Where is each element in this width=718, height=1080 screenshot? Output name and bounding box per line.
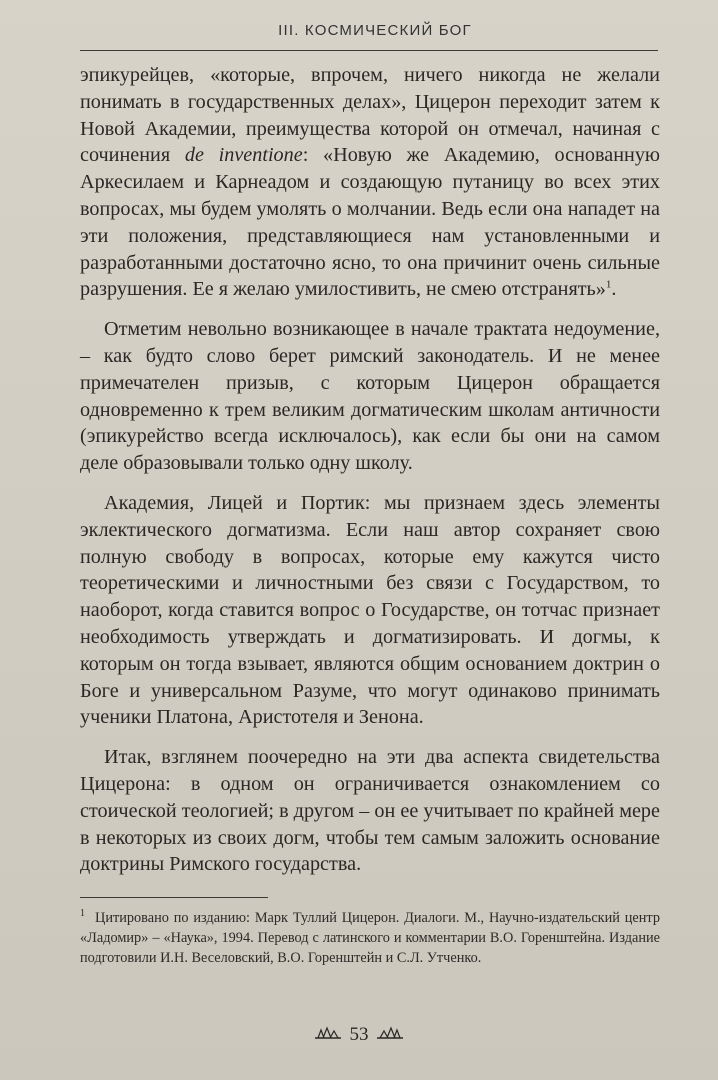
- footnote-mark: 1: [80, 908, 85, 920]
- paragraph-1: эпикурейцев, «которые, впрочем, ничего никогда не желали понимать в государственных делах», Цицерон переходит затем к Новой Академии, преимущества которой он отмечал, начиная с сочинения de inventione: «Новую же Академию, основанную Аркесилаем и Карнеадом и создающую путаницу во всех этих вопросах, мы будем умолять о молчании. Ведь если она нападет на эти положения, представляющиеся нам установленными и разработанными достаточно ясно, то она причинит очень сильные разрушения. Ее я желаю умилостивить, не смею отстранять»$^1$.: [80, 64, 660, 301]
- footnote-reference: 1: [605, 278, 612, 291]
- paragraph-1-text-b: : «Новую же Академию, основанную Аркесилаем и Карнеадом и создающую путаницу во всех этих вопросах, мы будем умолять о молчании. Ведь если она нападет на эти положения, представляющиеся нам установленными и разработанными достаточно ясно, то она причинит очень сильные разрушения. Ее я желаю умилостивить, не смею отстранять»: [80, 144, 660, 301]
- page-number: 53: [349, 1023, 369, 1045]
- paragraph-4: Итак, взглянем поочередно на эти два аспекта свидетельства Цицерона: в одном он ограничивается ознакомлением со стоической теологией; в другом – он ее учитывает по крайней мере в некоторых из своих догм, чтобы тем самым заложить основание доктрины Римского государства.: [80, 746, 660, 876]
- work-title-italic: de inventione: [184, 144, 303, 167]
- body-text: [80, 62, 660, 891]
- paragraph-1-text-a: эпикурейцев, «которые, впрочем, ничего никогда не желали понимать в государственных делах», Цицерон переходит затем к Новой Академии, преимущества которой он отмечал, начиная с сочинения: [80, 64, 660, 167]
- footnote: [80, 908, 660, 968]
- running-head: III. КОСМИЧЕСКИЙ БОГ: [278, 22, 472, 39]
- footnote-rule: [80, 897, 268, 898]
- paragraph-3: Академия, Лицей и Портик: мы признаем здесь элементы эклектического догматизма. Если наш автор сохраняет свою полную свободу в вопросах, которые ему кажутся чисто теоретическими и личностными без связи с Государством, то наоборот, когда ставится вопрос о Государстве, он тотчас признает необходимость утверждать и догматизировать. И догмы, к которым он тогда взывает, являются общим основанием доктрин о Боге и универсальном Разуме, что могут одинаково принимать ученики Платона, Аристотеля и Зенона.: [80, 491, 660, 729]
- page-number-block: [0, 1023, 718, 1046]
- header-rule: [80, 50, 658, 51]
- ornament-left-icon: [314, 1024, 342, 1046]
- footnote-text: Цитировано по изданию: Марк Туллий Цицерон. Диалоги. М., Научно-издательский центр «Ладомир» – «Наука», 1994. Перевод с латинского и комментарии В.О. Горенштейна. Издание подготовили И.Н. Веселовский, В.О. Горенштейн и С.Л. Утченко.: [80, 910, 660, 966]
- paragraph-2: Отметим невольно возникающее в начале трактата недоумение, – как будто слово берет римский законодатель. И не менее примечателен призыв, с которым Цицерон обращается одновременно к трем великим догматическим школам античности (эпикурейство всегда исключалось), как если бы они на самом деле образовывали только одну школу.: [80, 318, 660, 475]
- ornament-right-icon: [376, 1024, 404, 1046]
